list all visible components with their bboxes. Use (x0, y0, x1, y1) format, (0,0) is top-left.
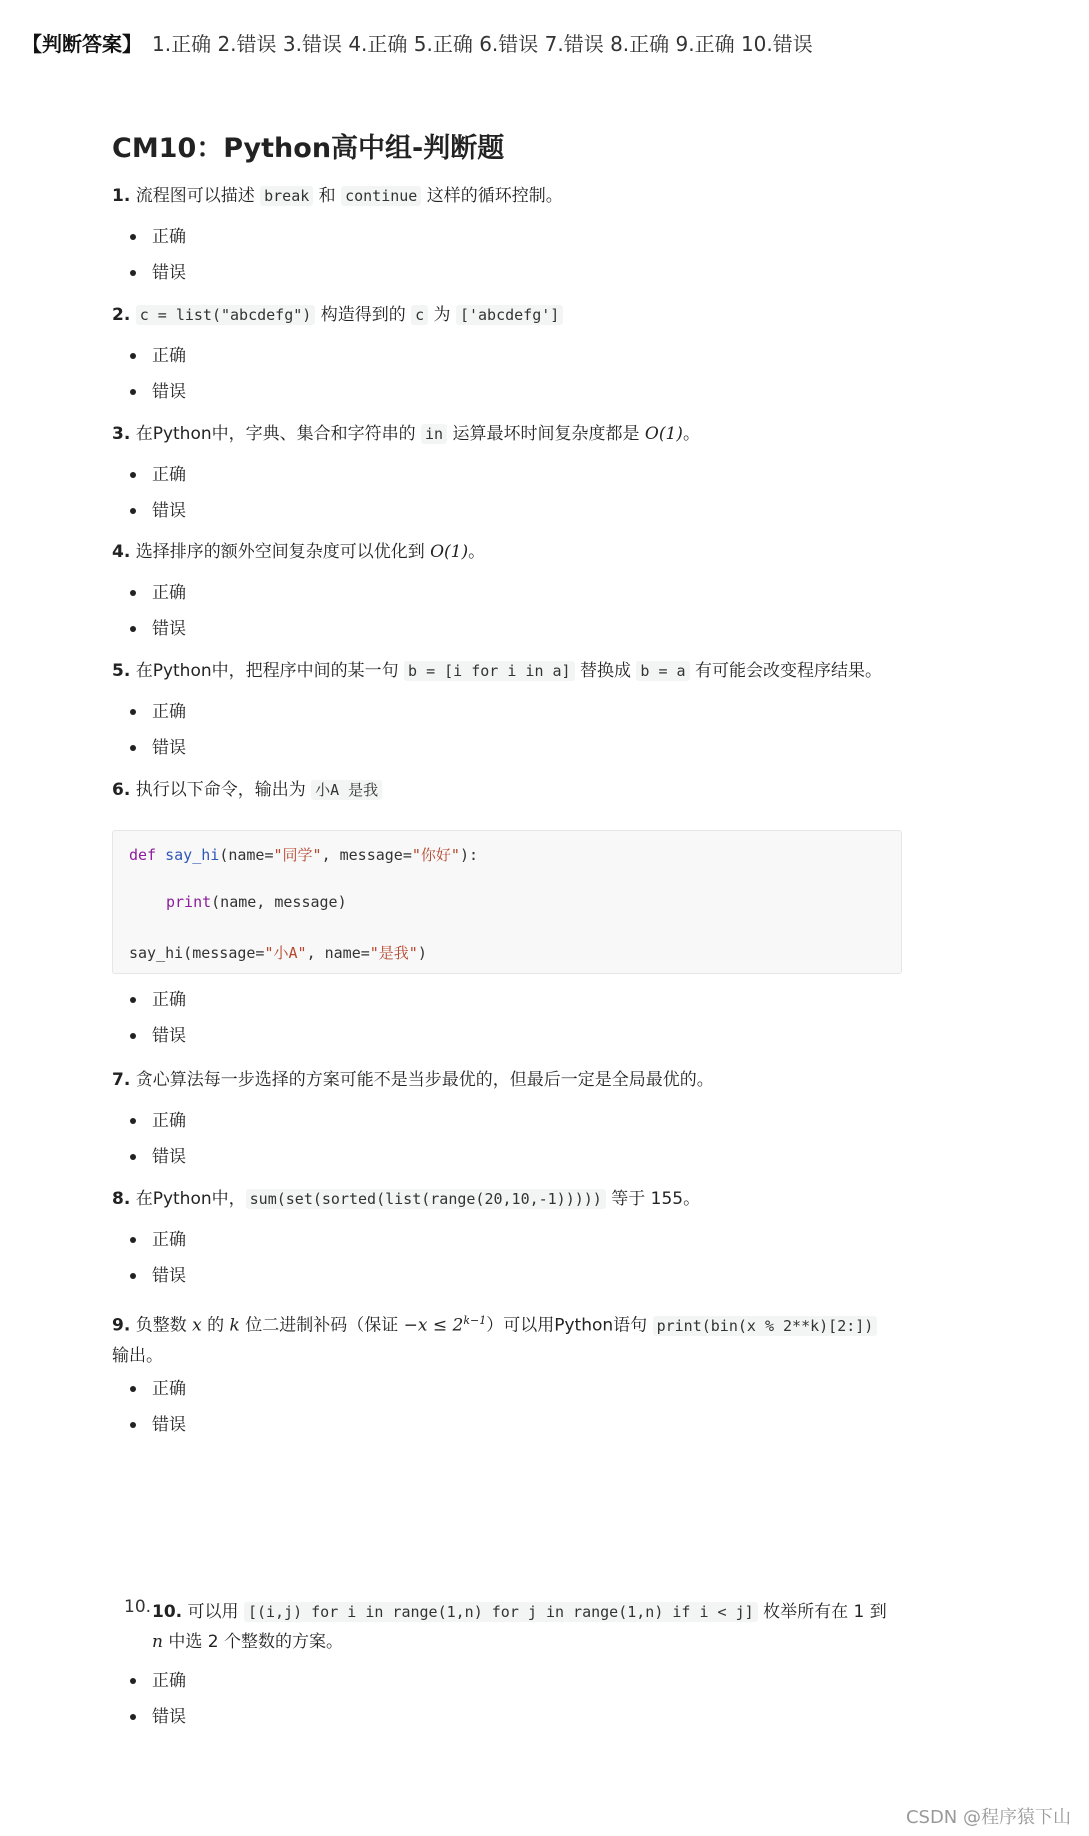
option-correct[interactable]: 正确 (130, 1222, 186, 1258)
question-9: 9. 负整数 x 的 k 位二进制补码（保证 $-x \le 2^{k-1}$）可以用Python语句 print(bin(x % 2**k)[2:]) 输出。 (112, 1306, 902, 1371)
option-wrong[interactable]: 错误 (130, 730, 186, 766)
question-8: 8. 在Python中， sum(set(sorted(list(range(20,10,-1))))) 等于 155。 (112, 1189, 701, 1209)
option-correct[interactable]: 正确 (130, 219, 186, 255)
option-correct[interactable]: 正确 (130, 1371, 186, 1407)
option-correct[interactable]: 正确 (130, 575, 186, 611)
option-wrong[interactable]: 错误 (130, 1699, 186, 1735)
page-title: CM10：Python高中组-判断题 (112, 133, 505, 164)
option-correct[interactable]: 正确 (130, 457, 186, 493)
options-10 (130, 1663, 186, 1735)
question-1: 1. 流程图可以描述 break 和 continue 这样的循环控制。 (112, 186, 563, 206)
option-wrong[interactable]: 错误 (130, 493, 186, 529)
question-7: 7. 贪心算法每一步选择的方案可能不是当步最优的，但最后一定是全局最优的。 (112, 1070, 714, 1090)
option-correct[interactable]: 正确 (130, 338, 186, 374)
option-wrong[interactable]: 错误 (130, 1258, 186, 1294)
question-3: 3. 在Python中，字典、集合和字符串的 in 运算最坏时间复杂度都是 O(1)。 (112, 424, 700, 444)
watermark: CSDN @程序猿下山 (905, 1807, 1071, 1828)
options-6 (130, 982, 186, 1054)
options-8 (130, 1222, 186, 1294)
list-number: 10. (124, 1597, 152, 1617)
option-correct[interactable]: 正确 (130, 1103, 186, 1139)
options-2 (130, 338, 186, 410)
code-line-2: print(name, message) (166, 893, 347, 911)
question-10: 10. 可以用 [(i,j) for i in range(1,n) for j in range(1,n) if i < j] 枚举所有在 1 到 n 中选 2 个整数的方案。 (152, 1602, 887, 1652)
option-wrong[interactable]: 错误 (130, 1407, 186, 1443)
answer-key-label: 【判断答案】 (22, 32, 142, 56)
option-wrong[interactable]: 错误 (130, 255, 186, 291)
options-9 (130, 1371, 186, 1443)
option-correct[interactable]: 正确 (130, 1663, 186, 1699)
options-1 (130, 219, 186, 291)
answer-key-text: 1.正确 2.错误 3.错误 4.正确 5.正确 6.错误 7.错误 8.正确 9.正确 10.错误 (152, 32, 813, 56)
question-4: 4. 选择排序的额外空间复杂度可以优化到 O(1)。 (112, 542, 486, 562)
code-block (112, 830, 902, 974)
question-5: 5. 在Python中，把程序中间的某一句 b = [i for i in a] 替换成 b = a 有可能会改变程序结果。 (112, 661, 882, 681)
question-6: 6. 执行以下命令，输出为 小A 是我 (112, 777, 902, 803)
options-7 (130, 1103, 186, 1175)
option-wrong[interactable]: 错误 (130, 1018, 186, 1054)
option-wrong[interactable]: 错误 (130, 611, 186, 647)
options-4 (130, 575, 186, 647)
option-correct[interactable]: 正确 (130, 982, 186, 1018)
code-line-3: say_hi(message="小A", name="是我") (129, 944, 427, 962)
option-wrong[interactable]: 错误 (130, 1139, 186, 1175)
question-2: 2. c = list("abcdefg") 构造得到的 c 为 ['abcdefg'] (112, 302, 902, 328)
options-5 (130, 694, 186, 766)
code-line-1: def say_hi(name="同学", message="你好"): (129, 846, 478, 864)
answer-key (22, 28, 813, 57)
option-correct[interactable]: 正确 (130, 694, 186, 730)
options-3 (130, 457, 186, 529)
option-wrong[interactable]: 错误 (130, 374, 186, 410)
